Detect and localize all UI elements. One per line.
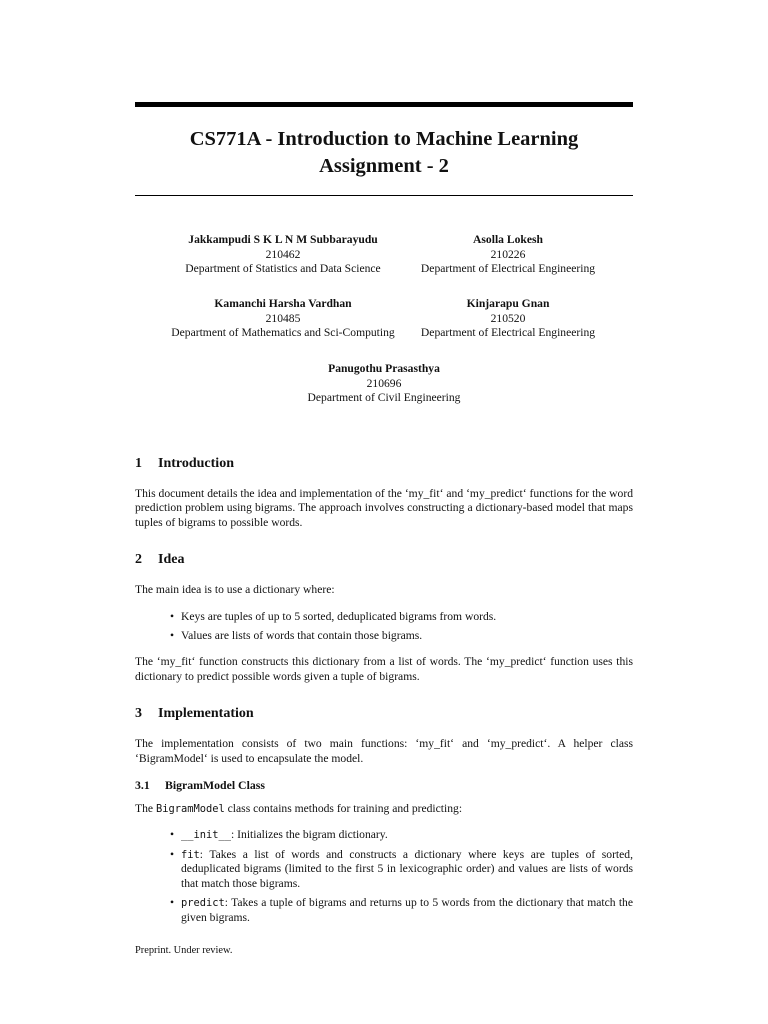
author-dept: Department of Electrical Engineering (420, 262, 596, 276)
paragraph (135, 802, 633, 816)
list-item (181, 848, 633, 891)
text-run: : Takes a list of words and constructs a dictionary where keys are tuples of sorted, deduplicated bigrams (limited to the first 5 in lexicographic order) and values are lists of words that match those bigrams. (181, 847, 633, 890)
section-title: Implementation (158, 706, 254, 722)
paragraph: The main idea is to use a dictionary where: (135, 583, 335, 597)
section-implementation (135, 704, 633, 925)
paragraph: The ‘my_fit‘ function constructs this dictionary from a list of words. The ‘my_predict‘ function uses this dictionary to predict possible words given a tuple of bigrams. (135, 655, 633, 683)
inline-code: __init__ (181, 829, 232, 842)
bullet-list (135, 828, 633, 924)
subsection-heading (135, 778, 633, 792)
preprint-footer: Preprint. Under review. (135, 945, 233, 956)
title-line-1: CS771A - Introduction to Machine Learning (189, 128, 579, 150)
paragraph: This document details the idea and implementation of the ‘my_fit‘ and ‘my_predict‘ functions for the word prediction problem using bigrams. The approach involves constructing a dictionary-based model that maps tuples of bigrams to possible words. (135, 487, 633, 529)
section-heading (135, 704, 633, 724)
author-name: Asolla Lokesh (473, 233, 543, 246)
subsection-title: BigramModel Class (165, 778, 265, 793)
author-name: Panugothu Prasasthya (328, 362, 440, 375)
title-top-rule (135, 102, 633, 107)
author-id: 210226 (490, 247, 526, 261)
section-title: Introduction (158, 456, 234, 471)
paper-title (135, 126, 633, 180)
title-bottom-rule (135, 195, 633, 196)
section-number: 1 (135, 456, 142, 471)
author-dept: Department of Electrical Engineering (420, 326, 596, 340)
bullet-list (135, 610, 633, 644)
title-line-2: Assignment - 2 (319, 155, 449, 177)
list-item (181, 828, 633, 842)
list-item: • Values are lists of words that contain those bigrams. (181, 629, 633, 643)
inline-code: fit (181, 848, 200, 861)
author-id: 210485 (265, 311, 301, 325)
text-run: : Takes a tuple of bigrams and returns up to 5 words from the dictionary that match the given bigrams. (181, 896, 633, 924)
author-id: 210520 (490, 311, 526, 325)
author-dept: Department of Civil Engineering (307, 391, 461, 405)
section-title: Idea (158, 552, 185, 568)
author-block (384, 297, 632, 341)
text-run: class contains methods for training and predicting: (224, 802, 463, 816)
text-run: : Initializes the bigram dictionary. (231, 828, 388, 842)
paper-body (135, 454, 633, 945)
author-block (135, 362, 633, 406)
author-name: Kinjarapu Gnan (466, 297, 550, 310)
author-id: 210696 (366, 376, 402, 390)
section-number: 3 (135, 706, 142, 722)
inline-code: BigramModel (155, 803, 225, 816)
paragraph: The implementation consists of two main functions: ‘my_fit‘ and ‘my_predict‘. A helper class ‘BigramModel‘ is used to encapsulate the model. (135, 737, 633, 765)
section-heading (135, 550, 633, 570)
section-introduction (135, 454, 633, 530)
author-dept: Department of Statistics and Data Science (185, 262, 381, 276)
list-item: • Keys are tuples of up to 5 sorted, deduplicated bigrams from words. (181, 610, 633, 624)
author-dept: Department of Mathematics and Sci-Computing (171, 326, 395, 340)
author-name: Kamanchi Harsha Vardhan (214, 297, 352, 310)
section-number: 2 (135, 552, 142, 568)
author-name: Jakkampudi S K L N M Subbarayudu (188, 233, 378, 246)
text-run: The (135, 802, 156, 816)
section-idea (135, 550, 633, 684)
inline-code: predict (181, 897, 225, 910)
section-heading (135, 454, 633, 474)
author-id: 210462 (265, 247, 301, 261)
list-item (181, 896, 633, 925)
subsection-number: 3.1 (135, 778, 150, 793)
author-block (384, 233, 632, 277)
